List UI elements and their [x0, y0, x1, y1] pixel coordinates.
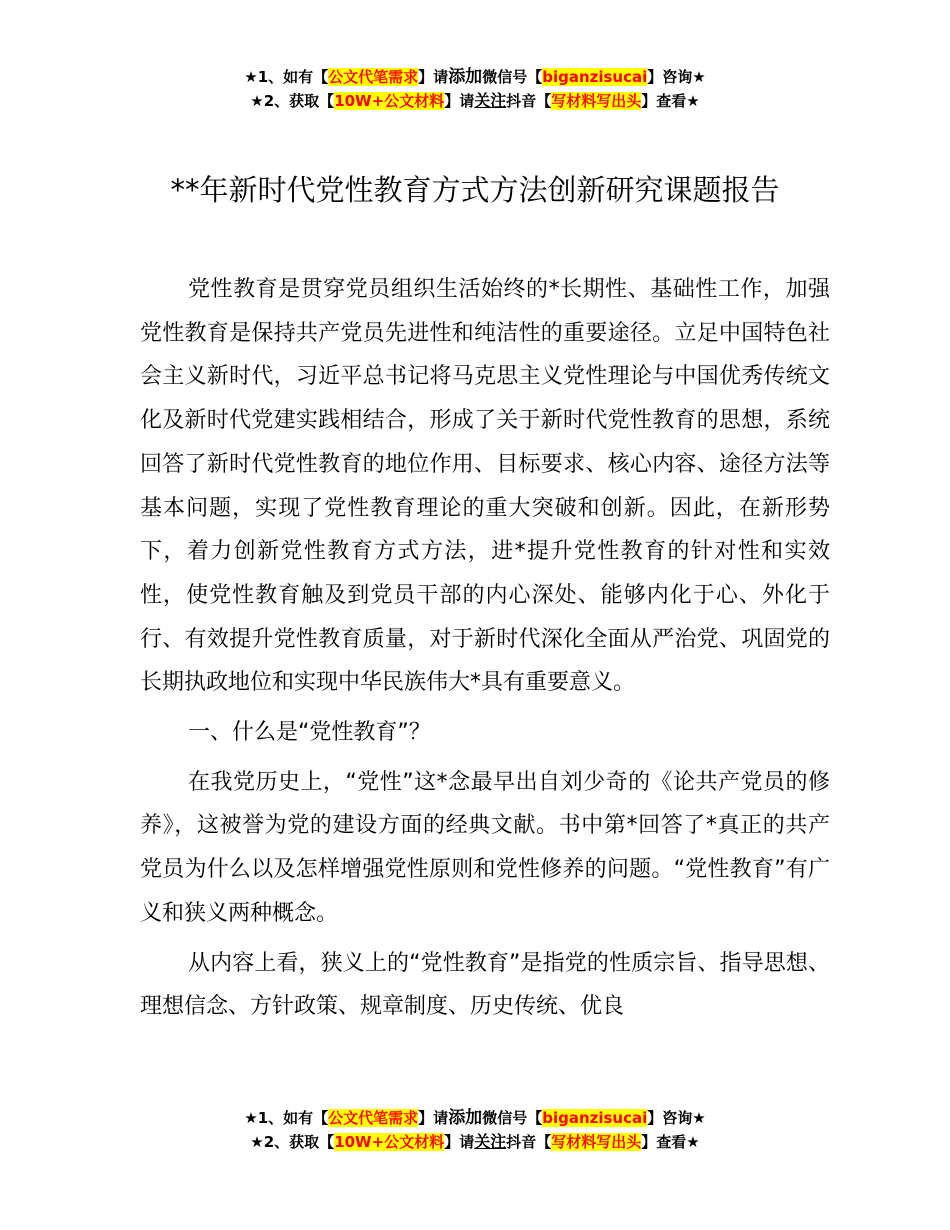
banner-text: ★2、获取【	[250, 1133, 335, 1151]
banner-line-2	[0, 1130, 950, 1154]
banner-text: 】请	[444, 92, 475, 110]
banner-text: 微信号【	[482, 1109, 543, 1127]
banner-line-2	[0, 89, 950, 113]
banner-text: ★1、如有【	[244, 1109, 329, 1127]
banner-text: 】查看★	[641, 1133, 700, 1151]
paragraph: 从内容上看，狭义上的“党性教育”是指党的性质宗旨、指导思想、理想信念、方针政策、规章制度、历史传统、优良	[140, 950, 830, 1020]
banner-line-1	[0, 1107, 950, 1130]
banner-highlight: 公文代笔需求	[328, 1109, 419, 1127]
banner-highlight: 公文代笔需求	[328, 68, 419, 86]
banner-highlight: 写材料写出头	[551, 1133, 642, 1151]
paragraph: 党性教育是贯穿党员组织生活始终的*长期性、基础性工作，加强党性教育是保持共产党员先进性和纯洁性的重要途径。立足中国特色社会主义新时代，习近平总书记将马克思主义党性理论与中国优秀传统文化及新时代党建实践相结合，形成了关于新时代党性教育的思想，系统回答了新时代党性教育的地位作用、目标要求、核心内容、途径方法等基本问题，实现了党性教育理论的重大突破和创新。因此，在新形势下，着力创新党性教育方式方法，进*提升党性教育的针对性和实效性，使党性教育触及到党员干部的内心深处、能够内化于心、外化于行、有效提升党性教育质量，对于新时代深化全面从严治党、巩固党的长期执政地位和实现中华民族伟大*具有重要意义。	[140, 277, 830, 696]
banner-text: 】请	[418, 1109, 449, 1127]
banner-text: 】查看★	[641, 92, 700, 110]
banner-text: 】咨询★	[647, 1109, 706, 1127]
banner-emphasis: 添加	[448, 1108, 483, 1128]
paragraph: 在我党历史上，“党性”这*念最早出自刘少奇的《论共产党员的修养》，这被誉为党的建设方面的经典文献。书中第*回答了*真正的共产党员为什么以及怎样增强党性原则和党性修养的问题。“党性教育”有广义和狭义两种概念。	[140, 769, 830, 926]
banner-highlight: biganzisucai	[542, 68, 648, 86]
banner-text: ★1、如有【	[244, 68, 329, 86]
banner-highlight: 写材料写出头	[551, 92, 642, 110]
banner-text: 】咨询★	[647, 68, 706, 86]
document-body	[140, 268, 830, 1029]
footer-banner	[0, 1107, 950, 1154]
banner-emphasis: 关注	[474, 1132, 507, 1151]
banner-highlight: 10W+公文材料	[334, 1133, 445, 1151]
banner-emphasis: 关注	[474, 91, 507, 110]
section-heading: 一、什么是“党性教育”？	[188, 720, 431, 746]
banner-emphasis: 添加	[448, 67, 483, 87]
banner-highlight: 10W+公文材料	[334, 92, 445, 110]
banner-text: 抖音【	[506, 92, 552, 110]
header-banner	[0, 66, 950, 113]
banner-text: 抖音【	[506, 1133, 552, 1151]
banner-text: 】请	[444, 1133, 475, 1151]
banner-text: 微信号【	[482, 68, 543, 86]
banner-line-1	[0, 66, 950, 89]
banner-text: ★2、获取【	[250, 92, 335, 110]
banner-text: 】请	[418, 68, 449, 86]
document-title: **年新时代党性教育方式方法创新研究课题报告	[170, 173, 780, 207]
banner-highlight: biganzisucai	[542, 1109, 648, 1127]
